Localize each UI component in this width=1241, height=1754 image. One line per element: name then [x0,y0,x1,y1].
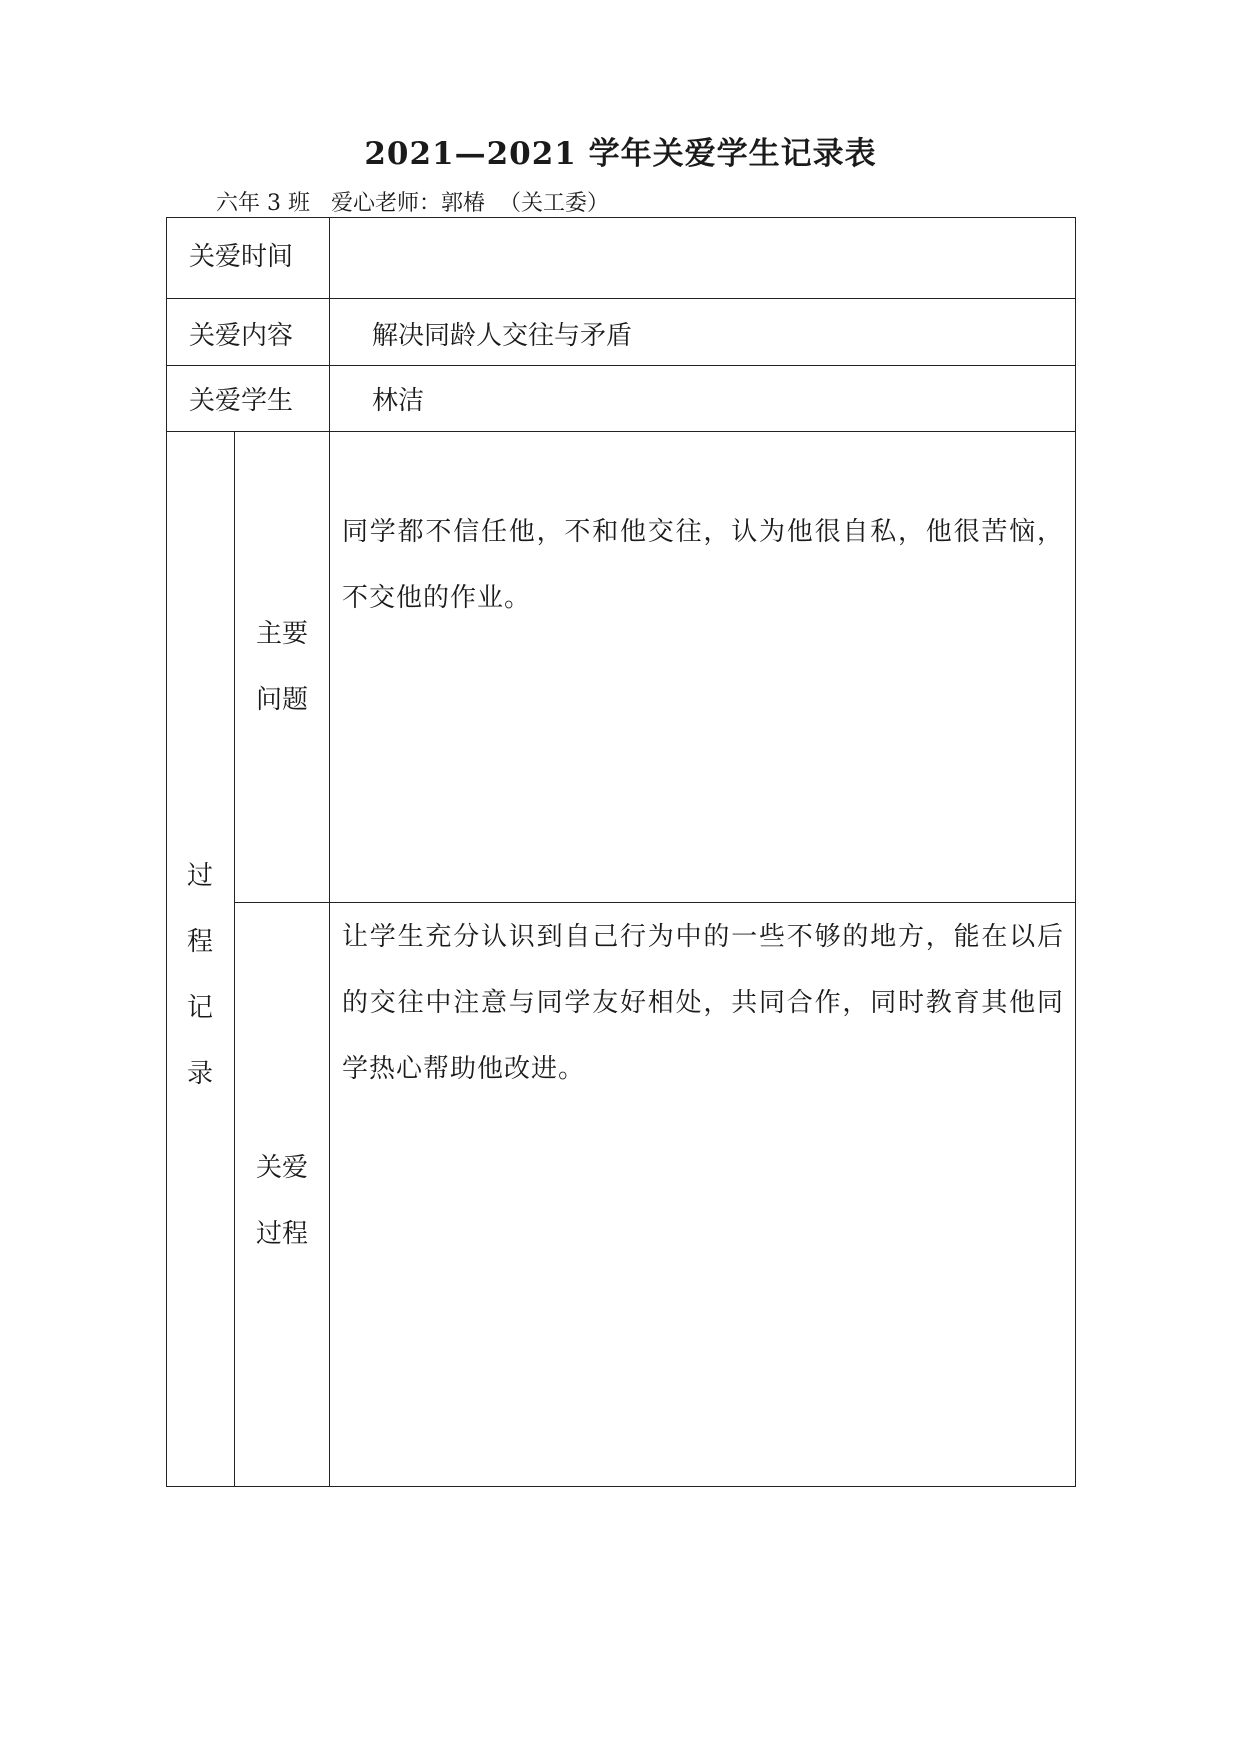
care-process-label [247,1135,317,1267]
column-divider [234,431,235,1486]
value-care-content: 解决同龄人交往与矛盾 [372,321,633,351]
row-divider [167,365,1075,366]
care-record-table [166,217,1076,1487]
column-divider [329,431,330,1486]
main-problem-label [247,601,317,733]
main-problem-text: 同学都不信任他，不和他交往，认为他很自私，他很苦恼，不交他的作业。 [342,517,1064,613]
label-care-time: 关爱时间 [189,242,294,272]
document-subtitle: 六年 3 班 爱心老师：郭椿 （关工委） [216,191,609,216]
row-divider [167,431,1075,432]
process-label-char: 记 [186,993,213,1023]
process-label-char: 过 [186,861,213,891]
row-divider [167,298,1075,299]
main-problem-label-line: 主要 [255,619,308,649]
main-problem-label-line: 问题 [255,685,308,715]
document-title: 2021—2021 学年关爱学生记录表 [364,136,877,172]
label-care-content: 关爱内容 [189,321,294,351]
process-label-char: 程 [186,927,213,957]
care-process-text: 让学生充分认识到自己行为中的一些不够的地方，能在以后的交往中注意与同学友好相处，共同合作，同时教育其他同学热心帮助他改进。 [342,922,1064,1084]
label-care-student: 关爱学生 [189,386,294,416]
column-divider [329,218,330,431]
care-process-label-line: 关爱 [255,1153,308,1183]
row-divider [234,902,1075,903]
value-care-student: 林洁 [372,386,425,416]
care-process-label-line: 过程 [255,1219,308,1249]
process-label-char: 录 [186,1059,213,1089]
process-record-label [180,843,220,1107]
